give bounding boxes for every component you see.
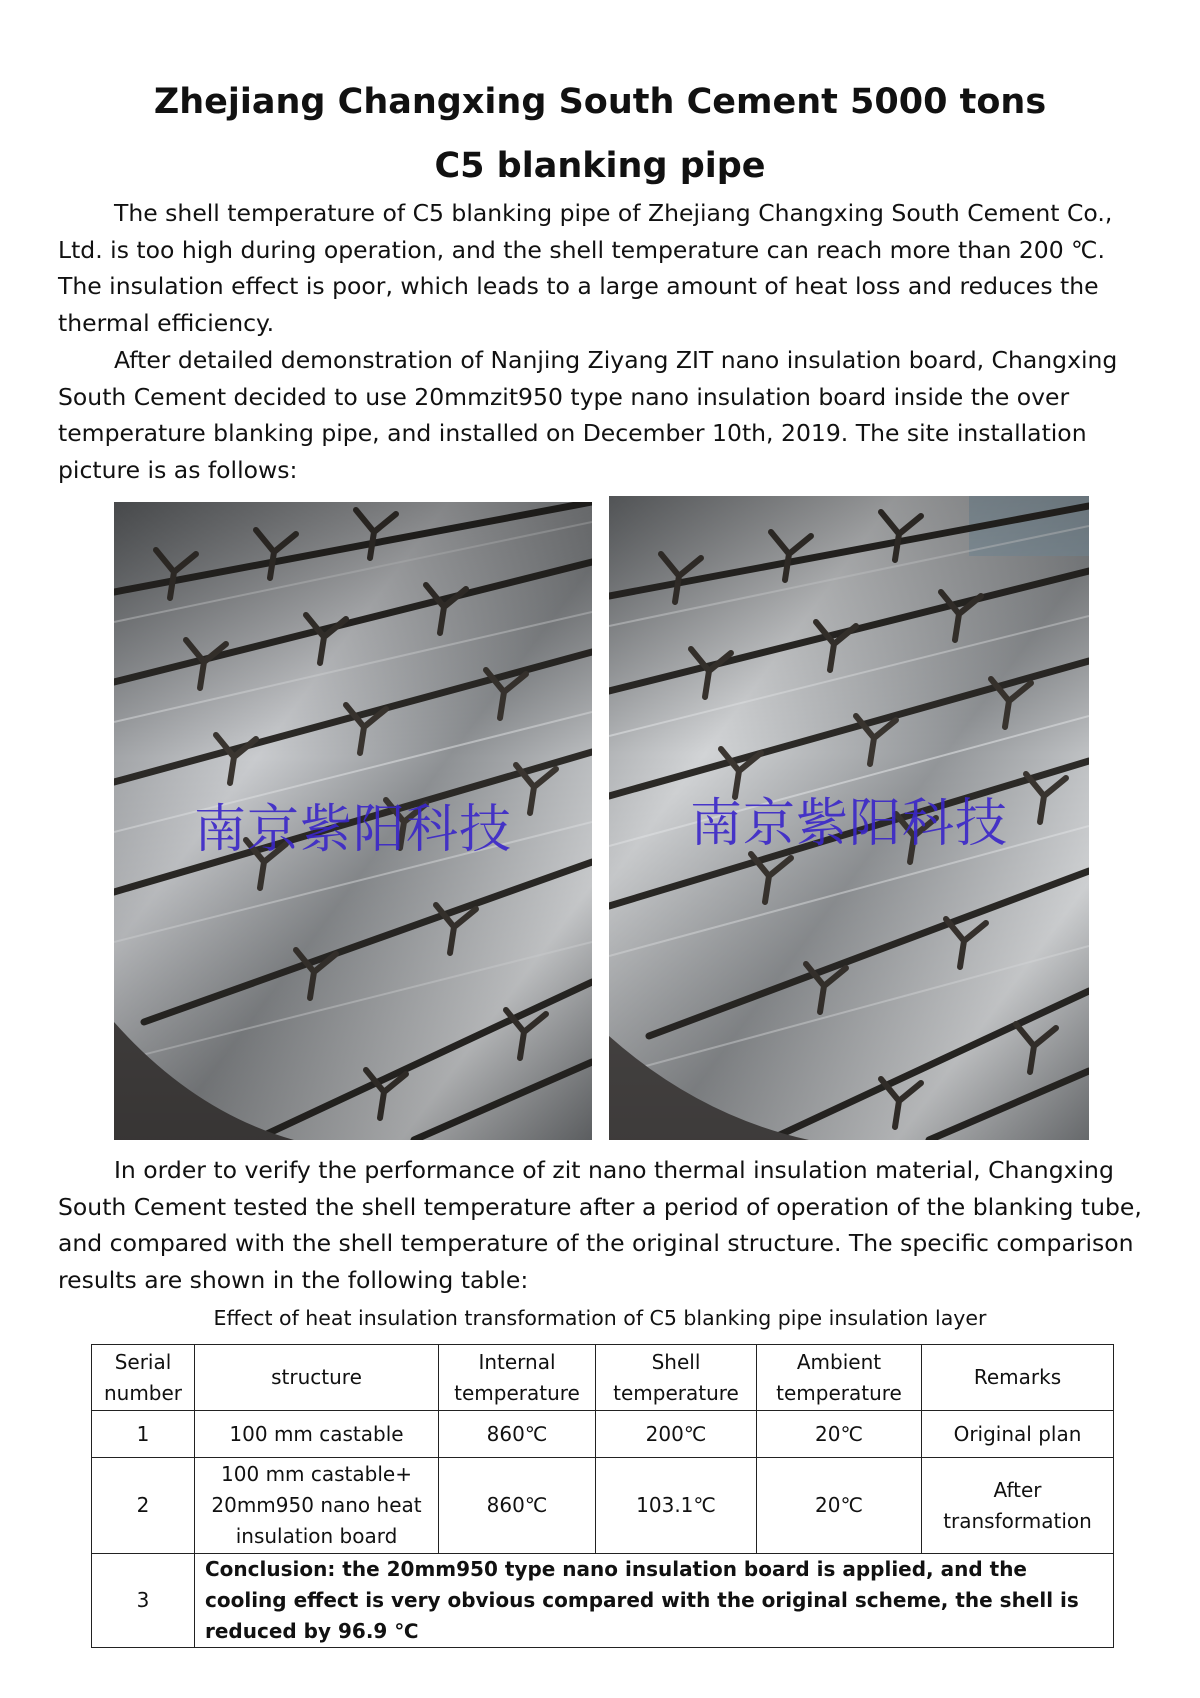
header-shell-temperature: Shell temperature — [596, 1345, 757, 1411]
conclusion-text: Conclusion: the 20mm950 type nano insulation board is applied, and the cooling effect is very obvious compared with the original scheme, the shell is reduced by 96.9 ℃ — [195, 1554, 1114, 1648]
document-title-line1: Zhejiang Changxing South Cement 5000 tons — [153, 82, 1047, 122]
site-installation-photo-2 — [609, 496, 1089, 1140]
installation-paragraph: After detailed demonstration of Nanjing Ziyang ZIT nano insulation board, Changxing South Cement decided to use 20mmzit950 type nano insulation board inside the over temperature blanking pipe, and installed on December 10th, 2019. The site installation picture is as follows: — [58, 346, 1118, 484]
cell-serial: 3 — [92, 1554, 195, 1648]
cell-remarks: Original plan — [922, 1411, 1114, 1458]
photo-watermark: 南京紫阳科技 — [193, 800, 512, 860]
cell-structure: 100 mm castable+ 20mm950 nano heat insulation board — [195, 1458, 439, 1554]
document-title-line2: C5 blanking pipe — [434, 146, 766, 186]
photo-watermark: 南京紫阳科技 — [689, 794, 1008, 854]
table-row-conclusion — [92, 1554, 1114, 1648]
cell-shell-temperature: 200℃ — [596, 1411, 757, 1458]
header-internal-temperature: Internal temperature — [439, 1345, 596, 1411]
cell-serial: 2 — [92, 1458, 195, 1554]
cell-internal-temperature: 860℃ — [439, 1458, 596, 1554]
cell-remarks: After transformation — [922, 1458, 1114, 1554]
site-installation-photo-1 — [114, 502, 592, 1140]
cell-ambient-temperature: 20℃ — [757, 1411, 922, 1458]
cell-shell-temperature: 103.1℃ — [596, 1458, 757, 1554]
header-structure: structure — [195, 1345, 439, 1411]
cell-ambient-temperature: 20℃ — [757, 1458, 922, 1554]
table-row — [92, 1411, 1114, 1458]
header-remarks: Remarks — [922, 1345, 1114, 1411]
verification-paragraph: In order to verify the performance of zit nano thermal insulation material, Changxing South Cement tested the shell temperature after a period of operation of the blanking tube, and compared with the shell temperature of the original structure. The specific comparison results are shown in the following table: — [58, 1156, 1142, 1294]
intro-paragraph: The shell temperature of C5 blanking pipe of Zhejiang Changxing South Cement Co., Ltd. is too high during operation, and the shell temperature can reach more than 200 ℃. The insulation effect is poor, which leads to a large amount of heat loss and reduces the thermal efficiency. — [58, 199, 1113, 337]
table-header-row — [92, 1345, 1114, 1411]
table-caption: Effect of heat insulation transformation of C5 blanking pipe insulation layer — [213, 1306, 987, 1330]
table-row — [92, 1458, 1114, 1554]
comparison-table — [91, 1344, 1114, 1648]
cell-internal-temperature: 860℃ — [439, 1411, 596, 1458]
cell-structure: 100 mm castable — [195, 1411, 439, 1458]
cell-serial: 1 — [92, 1411, 195, 1458]
header-serial-number: Serial number — [92, 1345, 195, 1411]
header-ambient-temperature: Ambient temperature — [757, 1345, 922, 1411]
